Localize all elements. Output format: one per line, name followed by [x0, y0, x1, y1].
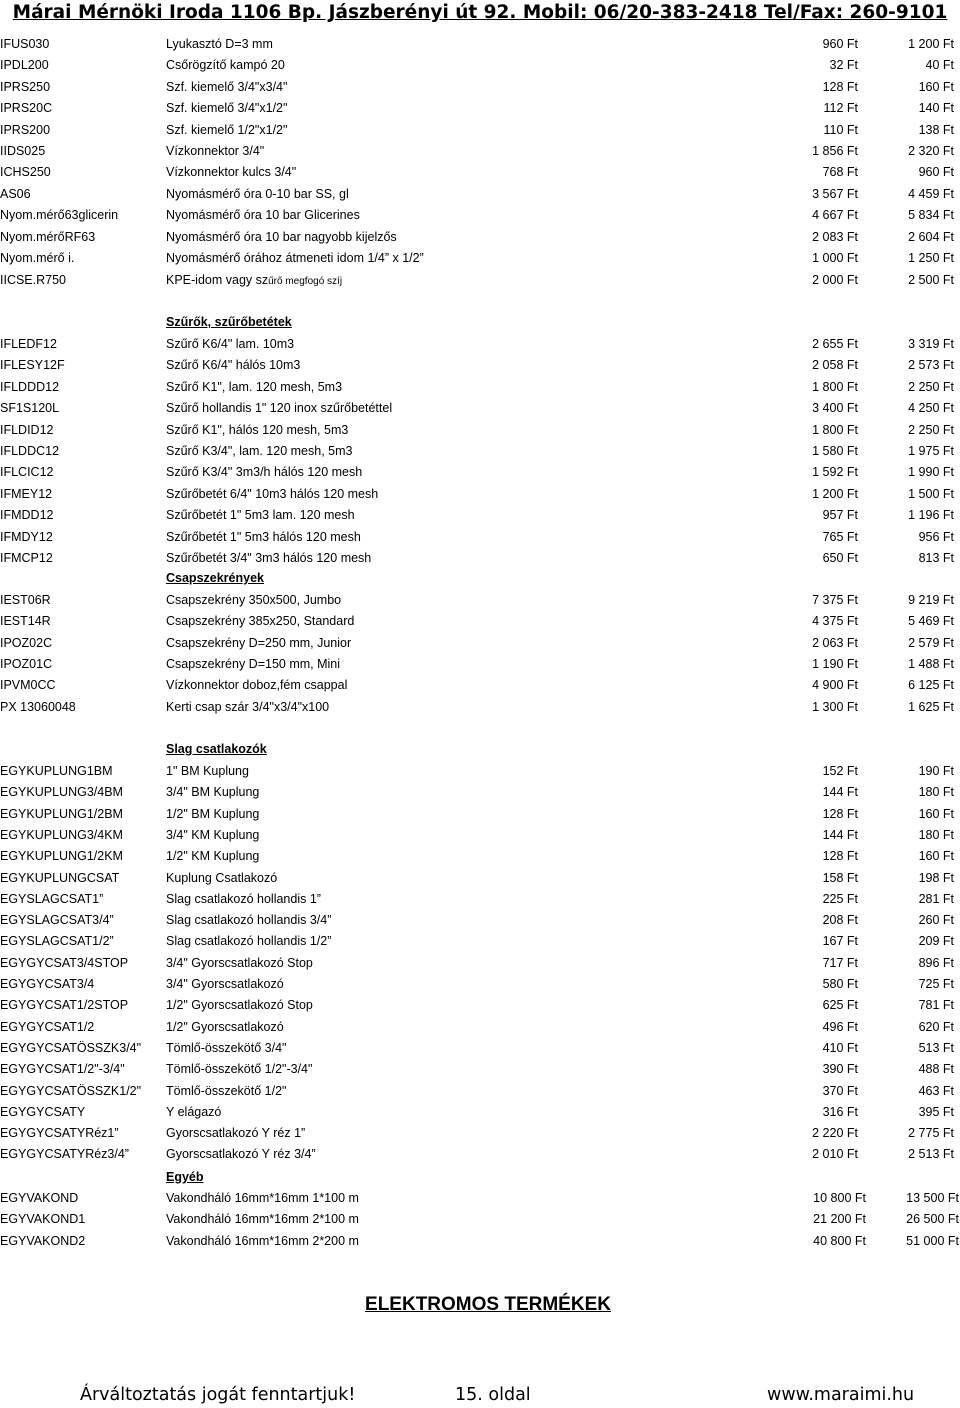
net-price: 1 800 Ft: [812, 379, 858, 394]
gross-price: 2 775 Ft: [908, 1126, 954, 1141]
product-description: 3/4" KM Kuplung: [166, 827, 260, 842]
product-code: EGYSLAGCSAT1/2”: [0, 934, 114, 949]
table-row: [0, 98, 960, 118]
product-code: IFLDDD12: [0, 379, 60, 394]
net-price: 21 200 Ft: [813, 1212, 866, 1227]
table-row: [0, 1231, 960, 1251]
table-row: [0, 162, 960, 182]
product-description: Vízkonnektor doboz,fém csappal: [166, 678, 348, 693]
net-price: 144 Ft: [822, 785, 858, 800]
gross-price: 5 834 Ft: [908, 208, 954, 223]
gross-price: 138 Ft: [918, 122, 954, 137]
product-code: Nyom.mérőRF63: [0, 229, 96, 244]
net-price: 768 Ft: [822, 165, 858, 180]
table-row: [0, 227, 960, 247]
product-code: IFMDY12: [0, 529, 53, 544]
net-price: 410 Ft: [822, 1040, 858, 1055]
product-description: Vakondháló 16mm*16mm 2*100 m: [166, 1212, 359, 1227]
product-description: Szűrő K6/4" lam. 10m3: [166, 337, 295, 351]
product-code: IPVM0CC: [0, 678, 56, 693]
gross-price: 1 990 Ft: [908, 465, 954, 480]
table-row: [0, 697, 960, 717]
gross-price: 4 250 Ft: [908, 401, 954, 416]
product-description: Vakondháló 16mm*16mm 1*100 m: [166, 1191, 359, 1205]
gross-price: 180 Ft: [918, 827, 954, 842]
net-price: 2 000 Ft: [812, 273, 858, 287]
product-code: IFLCIC12: [0, 465, 54, 480]
product-code: IEST06R: [0, 593, 51, 607]
product-code: IIDS025: [0, 144, 46, 158]
product-code: EGYGYCSAT1/2"-3/4": [0, 1062, 125, 1077]
gross-price: 1 500 Ft: [908, 486, 954, 501]
table-row: [0, 675, 960, 695]
table-row: [0, 398, 960, 418]
table-row: [0, 1188, 960, 1208]
product-code: EGYVAKOND2: [0, 1233, 86, 1248]
product-description: Vízkonnektor kulcs 3/4": [166, 165, 297, 180]
table-row: [0, 548, 960, 568]
footer-website: www.maraimi.hu: [767, 1385, 915, 1405]
net-price: 390 Ft: [822, 1062, 858, 1077]
gross-price: 281 Ft: [918, 891, 954, 906]
table-row: [0, 825, 960, 845]
product-description: Nyomásmérő óra 10 bar nagyobb kijelzős: [166, 229, 397, 244]
section-title-filters: Szűrők, szűrőbetétek: [166, 315, 292, 329]
product-description: Szűrő K3/4" 3m3/h hálós 120 mesh: [166, 465, 363, 480]
section-title-other: Egyéb: [166, 1170, 204, 1184]
gross-price: 2 250 Ft: [908, 422, 954, 437]
net-price: 167 Ft: [822, 934, 858, 949]
net-price: 4 900 Ft: [812, 678, 858, 693]
product-description: Nyomásmérő óra 0-10 bar SS, gl: [166, 186, 349, 201]
product-code: IPDL200: [0, 58, 49, 73]
product-code: IFLESY12F: [0, 358, 65, 373]
product-description: 1/2" KM Kuplung: [166, 849, 260, 864]
product-code: AS06: [0, 186, 31, 201]
table-row: [0, 654, 960, 674]
table-row: [0, 505, 960, 525]
net-price: 2 220 Ft: [812, 1126, 858, 1141]
product-description: Slag csatlakozó hollandis 3/4”: [166, 913, 332, 928]
gross-price: 40 Ft: [925, 58, 954, 73]
gross-price: 4 459 Ft: [908, 186, 954, 201]
net-price: 580 Ft: [822, 977, 858, 991]
product-code: IPRS250: [0, 79, 51, 94]
product-description: Szűrőbetét 6/4" 10m3 hálós 120 mesh: [166, 486, 379, 501]
gross-price: 160 Ft: [918, 849, 954, 864]
net-price: 2 063 Ft: [812, 635, 858, 650]
product-description: 1/2" Gyorscsatlakozó: [166, 1019, 284, 1034]
gross-price: 1 200 Ft: [908, 37, 954, 51]
net-price: 2 083 Ft: [812, 229, 858, 244]
product-code: IFLDDC12: [0, 444, 60, 458]
table-row: [0, 1017, 960, 1037]
gross-price: 5 469 Ft: [908, 614, 954, 629]
product-code: EGYKUPLUNG3/4BM: [0, 785, 123, 800]
product-description: Vízkonnektor 3/4": [166, 144, 265, 158]
product-description: Csapszekrény 385x250, Standard: [166, 614, 355, 629]
product-code: EGYGYCSATÖSSZK1/2": [0, 1083, 142, 1098]
product-description: Szűrőbetét 1" 5m3 hálós 120 mesh: [166, 529, 361, 544]
product-description: Szf. kiemelő 3/4"x1/2": [166, 101, 288, 116]
net-price: 1 580 Ft: [812, 444, 858, 458]
product-code: EGYKUPLUNGCSAT: [0, 870, 120, 885]
product-description: Szűrő hollandis 1" 120 inox szűrőbetéttel: [166, 401, 393, 416]
table-row: [0, 377, 960, 397]
net-price: 1 592 Ft: [812, 465, 858, 480]
table-row: [0, 611, 960, 631]
product-code: EGYSLAGCSAT3/4”: [0, 913, 114, 928]
product-code: EGYGYCSAT3/4STOP: [0, 955, 129, 970]
table-row: [0, 420, 960, 440]
gross-price: 1 975 Ft: [908, 444, 954, 458]
gross-price: 1 250 Ft: [908, 251, 954, 265]
product-description: Csőrögzítő kampó 20: [166, 58, 285, 73]
product-description: 1/2" Gyorscsatlakozó Stop: [166, 998, 313, 1013]
product-code: IPOZ01C: [0, 656, 53, 671]
gross-price: 2 250 Ft: [908, 379, 954, 394]
product-code: IFMEY12: [0, 486, 53, 501]
product-description: Vakondháló 16mm*16mm 2*200 m: [166, 1233, 359, 1248]
product-description: Kuplung Csatlakozó: [166, 870, 278, 885]
net-price: 10 800 Ft: [813, 1191, 866, 1205]
product-description: Gyorscsatlakozó Y réz 3/4”: [166, 1147, 316, 1162]
table-row: [0, 120, 960, 140]
gross-price: 2 573 Ft: [908, 358, 954, 373]
product-code: EGYGYCSAT1/2: [0, 1019, 95, 1034]
product-code: EGYKUPLUNG1BM: [0, 764, 113, 778]
gross-price: 3 319 Ft: [908, 337, 954, 351]
gross-price: 463 Ft: [918, 1083, 954, 1098]
gross-price: 2 500 Ft: [908, 273, 954, 287]
net-price: 3 567 Ft: [812, 186, 858, 201]
page-header: Márai Mérnöki Iroda 1106 Bp. Jászberényi út 92. Mobil: 06/20-383-2418 Tel/Fax: 260-9101: [12, 2, 948, 23]
product-code: EGYKUPLUNG1/2BM: [0, 806, 123, 821]
product-code: EGYVAKOND: [0, 1191, 79, 1205]
net-price: 650 Ft: [822, 551, 858, 565]
product-code: IPRS200: [0, 122, 51, 137]
net-price: 32 Ft: [829, 58, 858, 73]
net-price: 112 Ft: [823, 101, 858, 116]
product-description: Szf. kiemelő 3/4"x3/4": [166, 79, 288, 94]
gross-price: 2 579 Ft: [908, 635, 954, 650]
table-row: [0, 1081, 960, 1101]
product-code: IFUS030: [0, 37, 50, 51]
net-price: 4 375 Ft: [812, 614, 858, 629]
gross-price: 725 Ft: [918, 977, 954, 991]
table-row: [0, 1123, 960, 1143]
net-price: 225 Ft: [822, 891, 858, 906]
gross-price: 160 Ft: [918, 79, 954, 94]
gross-price: 395 Ft: [918, 1104, 954, 1119]
gross-price: 13 500 Ft: [906, 1191, 959, 1205]
gross-price: 960 Ft: [918, 165, 954, 180]
net-price: 208 Ft: [822, 913, 858, 928]
table-row: [0, 355, 960, 375]
net-price: 3 400 Ft: [812, 401, 858, 416]
product-description: Szűrő K6/4" hálós 10m3: [166, 358, 301, 373]
product-description: Csapszekrény 350x500, Jumbo: [166, 593, 342, 607]
table-row: [0, 782, 960, 802]
product-code: EGYGYCSATYRéz1”: [0, 1126, 119, 1141]
gross-price: 2 513 Ft: [908, 1147, 954, 1162]
table-row: [0, 974, 960, 994]
gross-price: 513 Ft: [918, 1040, 954, 1055]
table-row: [0, 931, 960, 951]
product-code: IFMCP12: [0, 551, 53, 565]
gross-price: 260 Ft: [918, 913, 954, 928]
net-price: 128 Ft: [822, 79, 858, 94]
net-price: 2 655 Ft: [812, 337, 858, 351]
gross-price: 2 604 Ft: [908, 229, 954, 244]
table-row: [0, 184, 960, 204]
product-description: Szűrő K1", lam. 120 mesh, 5m3: [166, 379, 343, 394]
table-row: [0, 527, 960, 547]
gross-price: 180 Ft: [918, 785, 954, 800]
product-description: Y elágazó: [166, 1104, 222, 1119]
table-row: [0, 761, 960, 781]
table-row: [0, 1102, 960, 1122]
table-row: [0, 55, 960, 75]
table-row: [0, 34, 960, 54]
product-code: EGYGYCSATYRéz3/4”: [0, 1147, 129, 1162]
product-code: EGYKUPLUNG1/2KM: [0, 849, 123, 864]
table-row: [0, 953, 960, 973]
product-description: [166, 270, 342, 292]
net-price: 316 Ft: [822, 1104, 858, 1119]
net-price: 2 058 Ft: [812, 358, 858, 373]
net-price: 957 Ft: [822, 508, 858, 523]
table-row: [0, 889, 960, 909]
gross-price: 51 000 Ft: [906, 1233, 959, 1248]
net-price: 960 Ft: [822, 37, 858, 51]
product-description: Szűrő K1", hálós 120 mesh, 5m3: [166, 422, 349, 437]
table-row: [0, 441, 960, 461]
table-row: [0, 462, 960, 482]
product-description: 1" BM Kuplung: [166, 764, 249, 778]
product-description: Slag csatlakozó hollandis 1”: [166, 891, 321, 906]
gross-price: 1 196 Ft: [908, 508, 954, 523]
net-price: 496 Ft: [822, 1019, 858, 1034]
footer-notice: Árváltoztatás jogát fenntartjuk!: [80, 1385, 356, 1405]
description-small: űrő megfogó szíj: [268, 276, 343, 287]
table-row: [0, 995, 960, 1015]
table-row: [0, 846, 960, 866]
table-row: [0, 804, 960, 824]
net-price: 7 375 Ft: [812, 593, 858, 607]
product-code: IICSE.R750: [0, 273, 67, 287]
product-code: ICHS250: [0, 165, 51, 180]
net-price: 625 Ft: [822, 998, 858, 1013]
net-price: 110 Ft: [823, 122, 858, 137]
section-title-hose: Slag csatlakozók: [166, 742, 267, 756]
section-title-boxes: Csapszekrények: [166, 571, 264, 585]
product-code: EGYGYCSATÖSSZK3/4": [0, 1040, 142, 1055]
product-code: Nyom.mérő63glicerin: [0, 208, 119, 223]
table-row: [0, 1038, 960, 1058]
net-price: 128 Ft: [822, 806, 858, 821]
product-description: Nyomásmérő óra 10 bar Glicerines: [166, 208, 360, 223]
table-row: [0, 270, 960, 290]
table-row: [0, 868, 960, 888]
product-description: Nyomásmérő órához átmeneti idom 1/4” x 1/2”: [166, 251, 424, 265]
table-row: [0, 248, 960, 268]
gross-price: 781 Ft: [918, 998, 954, 1013]
net-price: 158 Ft: [822, 870, 858, 885]
product-code: IPRS20C: [0, 101, 53, 116]
product-code: EGYVAKOND1: [0, 1212, 86, 1227]
gross-price: 140 Ft: [918, 101, 954, 116]
product-code: Nyom.mérő i.: [0, 251, 75, 265]
footer-page-number: 15. oldal: [455, 1385, 531, 1405]
product-code: EGYGYCSAT3/4: [0, 977, 95, 991]
product-description: Szf. kiemelő 1/2"x1/2": [166, 122, 288, 137]
net-price: 717 Ft: [822, 955, 858, 970]
product-description: 3/4" BM Kuplung: [166, 785, 260, 800]
gross-price: 190 Ft: [918, 764, 954, 778]
product-code: EGYGYCSATY: [0, 1104, 86, 1119]
gross-price: 6 125 Ft: [908, 678, 954, 693]
product-code: IFLEDF12: [0, 337, 57, 351]
gross-price: 209 Ft: [918, 934, 954, 949]
product-description: Szűrő K3/4", lam. 120 mesh, 5m3: [166, 444, 353, 458]
gross-price: 160 Ft: [918, 806, 954, 821]
net-price: 1 190 Ft: [812, 656, 858, 671]
net-price: 1 300 Ft: [812, 699, 858, 714]
product-description: Tömlő-összekötő 1/2": [166, 1083, 287, 1098]
product-description: Kerti csap szár 3/4"x3/4"x100: [166, 699, 330, 714]
gross-price: 813 Ft: [918, 551, 954, 565]
net-price: 152 Ft: [822, 764, 858, 778]
net-price: 2 010 Ft: [812, 1147, 858, 1162]
net-price: 128 Ft: [822, 849, 858, 864]
product-code: EGYGYCSAT1/2STOP: [0, 998, 129, 1013]
product-description: Lyukasztó D=3 mm: [166, 37, 273, 51]
gross-price: 896 Ft: [918, 955, 954, 970]
table-row: [0, 633, 960, 653]
gross-price: 1 625 Ft: [908, 699, 954, 714]
table-row: [0, 1209, 960, 1229]
product-description: Csapszekrény D=250 mm, Junior: [166, 635, 352, 650]
net-price: 40 800 Ft: [813, 1233, 866, 1248]
product-description: 3/4" Gyorscsatlakozó: [166, 977, 284, 991]
product-description: Csapszekrény D=150 mm, Mini: [166, 656, 341, 671]
product-description: Gyorscsatlakozó Y réz 1”: [166, 1126, 306, 1141]
product-description: Szűrőbetét 3/4" 3m3 hálós 120 mesh: [166, 551, 372, 565]
product-code: EGYSLAGCSAT1”: [0, 891, 104, 906]
product-code: EGYKUPLUNG3/4KM: [0, 827, 123, 842]
gross-price: 620 Ft: [918, 1019, 954, 1034]
table-row: [0, 205, 960, 225]
product-description: 1/2" BM Kuplung: [166, 806, 260, 821]
table-row: [0, 77, 960, 97]
product-description: Tömlő-összekötő 3/4": [166, 1040, 287, 1055]
gross-price: 1 488 Ft: [908, 656, 954, 671]
net-price: 144 Ft: [822, 827, 858, 842]
section-title-electric: ELEKTROMOS TERMÉKEK: [365, 1294, 611, 1315]
table-row: [0, 1059, 960, 1079]
product-code: IEST14R: [0, 614, 51, 629]
table-row: [0, 590, 960, 610]
description-main: KPE-idom vagy sz: [166, 273, 269, 287]
gross-price: 198 Ft: [918, 870, 954, 885]
gross-price: 2 320 Ft: [908, 144, 954, 158]
net-price: 765 Ft: [822, 529, 858, 544]
table-row: [0, 141, 960, 161]
product-code: SF1S120L: [0, 401, 60, 416]
net-price: 1 000 Ft: [812, 251, 858, 265]
product-description: Tömlő-összekötő 1/2"-3/4": [166, 1062, 313, 1077]
product-code: PX 13060048: [0, 699, 76, 714]
gross-price: 956 Ft: [918, 529, 954, 544]
gross-price: 9 219 Ft: [908, 593, 954, 607]
table-row: [0, 1144, 960, 1164]
table-row: [0, 334, 960, 354]
product-description: Szűrőbetét 1" 5m3 lam. 120 mesh: [166, 508, 355, 523]
product-description: Slag csatlakozó hollandis 1/2”: [166, 934, 332, 949]
product-description: 3/4" Gyorscsatlakozó Stop: [166, 955, 313, 970]
gross-price: 488 Ft: [918, 1062, 954, 1077]
net-price: 4 667 Ft: [812, 208, 858, 223]
gross-price: 26 500 Ft: [906, 1212, 959, 1227]
product-code: IPOZ02C: [0, 635, 53, 650]
net-price: 1 856 Ft: [812, 144, 858, 158]
net-price: 370 Ft: [822, 1083, 858, 1098]
product-code: IFMDD12: [0, 508, 54, 523]
table-row: [0, 484, 960, 504]
table-row: [0, 910, 960, 930]
net-price: 1 800 Ft: [812, 422, 858, 437]
product-code: IFLDID12: [0, 422, 54, 437]
net-price: 1 200 Ft: [812, 486, 858, 501]
